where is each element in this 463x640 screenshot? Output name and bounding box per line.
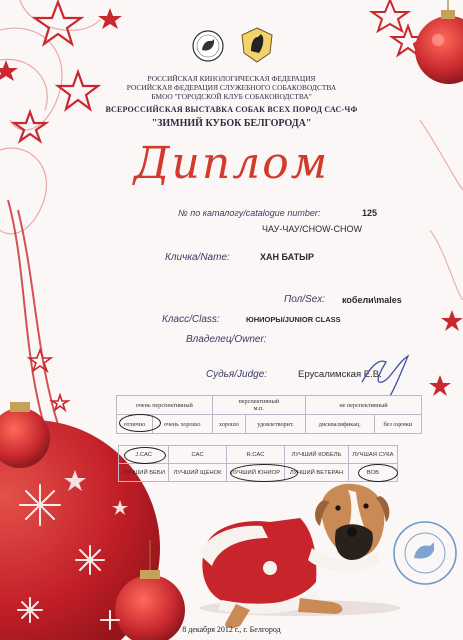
name-label: Кличка/Name:	[165, 252, 230, 263]
exhibition-name: "ЗИМНИЙ КУБОК БЕЛГОРОДА"	[151, 118, 312, 129]
grade-satisfactory: удовлетворит.	[246, 415, 306, 434]
catalogue-value: 125	[362, 208, 378, 218]
title-best-male: ЛУЧШИЙ КОБЕЛЬ	[285, 446, 348, 464]
class-value: ЮНИОРЫ/JUNIOR CLASS	[246, 315, 341, 324]
grade-very-good: очень хорошо	[152, 415, 212, 434]
grade-disqualified: дисквалификац.	[305, 415, 374, 434]
grade-very-promising: очень перспективный	[117, 396, 213, 415]
owner-label: Владелец/Owner:	[186, 334, 267, 345]
title-best-junior: ЛУЧШИЙ ЮНИОР	[226, 464, 285, 482]
name-value: ХАН БАТЫР	[260, 252, 314, 262]
club-stamp	[392, 520, 458, 586]
class-label: Класс/Class:	[162, 314, 220, 325]
judge-value: Ерусалимская Е.В.	[298, 369, 382, 380]
stamp-place: м.п.	[253, 405, 264, 412]
grade-promising-label: перспективный	[238, 398, 280, 405]
title-best-puppy: ЛУЧШИЙ ЩЕНОК	[169, 464, 226, 482]
org-line-3: БМОО "ГОРОДСКОЙ КЛУБ СОБАКОВОДСТВА"	[151, 92, 312, 102]
diploma-title: Диплом	[133, 138, 330, 189]
grade-not-promising: не перспективный	[305, 396, 421, 415]
org-line-2: РОСИЙСКАЯ ФЕДЕРАЦИЯ СЛУЖЕБНОГО СОБАКОВОДСТВА	[126, 83, 337, 93]
catalogue-label: № по каталогу/catalogue number:	[178, 208, 321, 218]
grade-excellent: отлично	[117, 415, 153, 434]
title-best-baby: ЛУЧШИЙ БЕБИ	[119, 464, 169, 482]
org-line-1: РОССИЙСКАЯ КИНОЛОГИЧЕСКАЯ ФЕДЕРАЦИЯ	[147, 74, 316, 83]
breed-value: ЧАУ-ЧАУ/CHOW-CHOW	[262, 224, 362, 234]
judge-label: Судья/Judge:	[206, 369, 268, 380]
title-jcac: J.CAC	[119, 446, 169, 464]
title-rcac: R.CAC	[226, 446, 285, 464]
sex-label: Пол/Sex:	[284, 294, 326, 305]
title-best-female: ЛУЧШАЯ СУКА	[348, 446, 397, 464]
title-cac: CAC	[169, 446, 226, 464]
grade-no-rating: без оценки	[374, 415, 421, 434]
grade-good: хорошо	[212, 415, 245, 434]
title-best-veteran: ЛУЧШИЙ ВЕТЕРАН	[285, 464, 348, 482]
exhibition-title: ВСЕРОССИЙСКАЯ ВЫСТАВКА СОБАК ВСЕХ ПОРОД САС-ЧФ	[105, 105, 358, 114]
issue-date-place: 8 декабря 2012 г., г. Белгород	[182, 625, 281, 634]
sex-value: кобели\males	[342, 295, 402, 305]
title-bob: BOB	[348, 464, 397, 482]
